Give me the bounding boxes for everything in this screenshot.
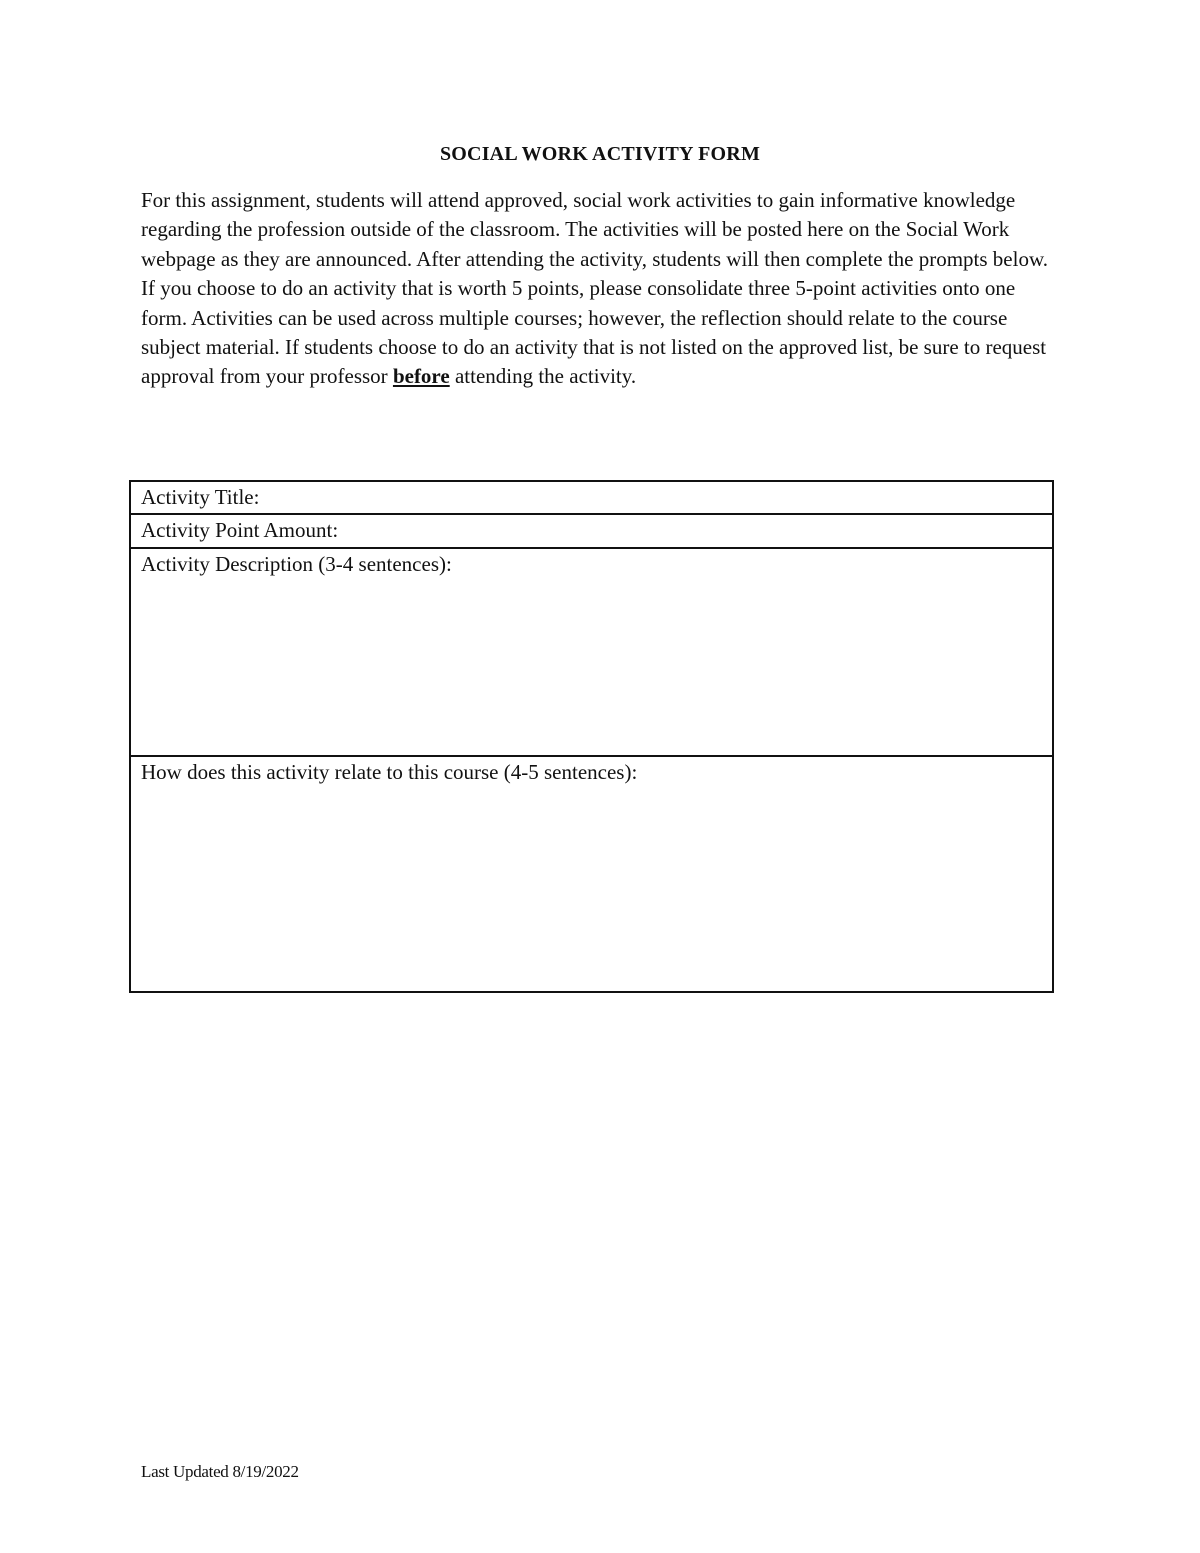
intro-paragraph: [141, 186, 1061, 392]
page-title: SOCIAL WORK ACTIVITY FORM: [439, 143, 761, 165]
activity-title-field[interactable]: Activity Title:: [130, 481, 1053, 514]
activity-point-amount-field[interactable]: Activity Point Amount:: [130, 514, 1053, 548]
intro-emphasis: before: [392, 364, 450, 389]
course-relation-field[interactable]: How does this activity relate to this course (4-5 sentences):: [130, 756, 1053, 992]
activity-points-row: [130, 514, 1053, 548]
intro-text-end: attending the activity.: [449, 364, 637, 389]
course-relation-row: [130, 756, 1053, 992]
activity-form-table: [129, 480, 1054, 993]
last-updated-footer: Last Updated 8/19/2022: [141, 1462, 299, 1481]
intro-text: For this assignment, students will attend approved, social work activities to gain informative knowledge regarding the profession outside of the classroom. The activities will be posted here on the Social Work webpage as they are announced. After attending the activity, students will then complete the prompts below. If you choose to do an activity that is worth 5 points, please consolidate three 5-point activities onto one form. Activities can be used across multiple courses; however, the reflection should relate to the course subject material. If students choose to do an activity that is not listed on the approved list, be sure to request approval from your professor: [141, 188, 1049, 389]
activity-title-row: [130, 481, 1053, 514]
activity-description-field[interactable]: Activity Description (3-4 sentences):: [130, 548, 1053, 756]
activity-description-row: [130, 548, 1053, 756]
